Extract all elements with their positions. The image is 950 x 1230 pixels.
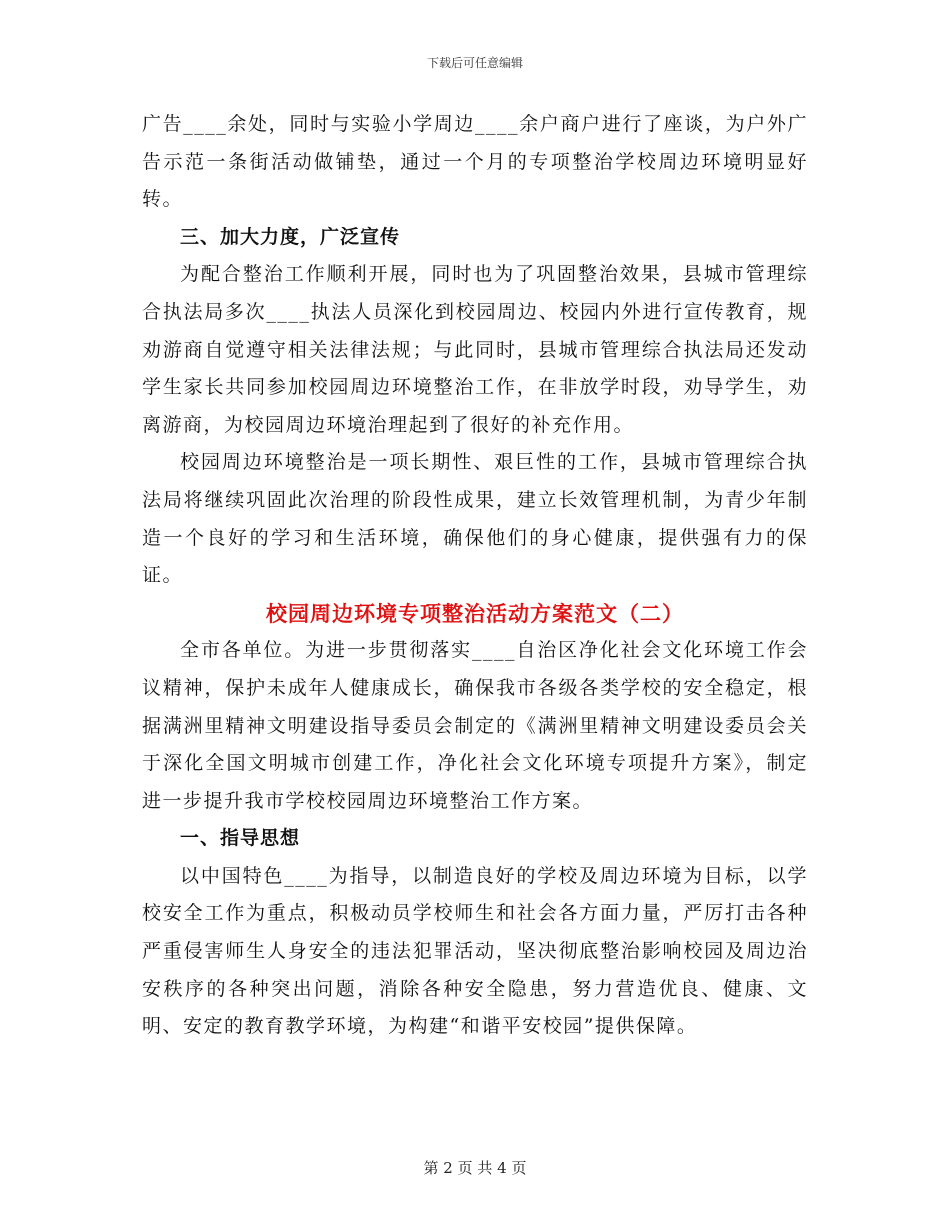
page-number: 第 2 页 共 4 页	[423, 1159, 527, 1177]
section-heading-3: 三、加大力度，广泛宣传	[180, 225, 401, 248]
paragraph-3: 校园周边环境整治是一项长期性、艰巨性的工作，县城市管理综合执法局将继续巩固此次治理的阶段性成果，建立长效管理机制，为青少年制造一个良好的学习和生活环境，确保他们的身心健康，提供强有力的保证。	[142, 451, 808, 587]
document-body	[142, 106, 808, 1046]
paragraph-4: 全市各单位。为进一步贯彻落实____自治区净化社会文化环境工作会议精神，保护未成年人健康成长，确保我市各级各类学校的安全稳定，根据满洲里精神文明建设指导委员会制定的《满洲里精神文明建设委员会关于深化全国文明城市创建工作，净化社会文化环境专项提升方案》，制定进一步提升我市学校校园周边环境整治工作方案。	[142, 639, 808, 812]
header-note: 下载后可任意编辑	[426, 56, 523, 70]
paragraph-2: 为配合整治工作顺利开展，同时也为了巩固整治效果，县城市管理综合执法局多次____执法人员深化到校园周边、校园内外进行宣传教育，规劝游商自觉遵守相关法律法规；与此同时，县城市管理综合执法局还发动学生家长共同参加校园周边环境整治工作，在非放学时段，劝导学生，劝离游商，为校园周边环境治理起到了很好的补充作用。	[142, 263, 808, 436]
paragraph-5: 以中国特色____为指导，以制造良好的学校及周边环境为目标，以学校安全工作为重点，积极动员学校师生和社会各方面力量，严厉打击各种严重侵害师生人身安全的违法犯罪活动，坚决彻底整治影响校园及周边治安秩序的各种突出问题，消除各种安全隐患，努力营造优良、健康、文明、安定的教育教学环境，为构建“和谐平安校园”提供保障。	[142, 864, 808, 1038]
section-heading-1: 一、指导思想	[180, 827, 301, 850]
paragraph-1: 广告____余处，同时与实验小学周边____余户商户进行了座谈，为户外广告示范一条街活动做铺垫，通过一个月的专项整治学校周边环境明显好转。	[142, 113, 808, 211]
document-title-2: 校园周边环境专项整治活动方案范文（二）	[266, 600, 684, 626]
